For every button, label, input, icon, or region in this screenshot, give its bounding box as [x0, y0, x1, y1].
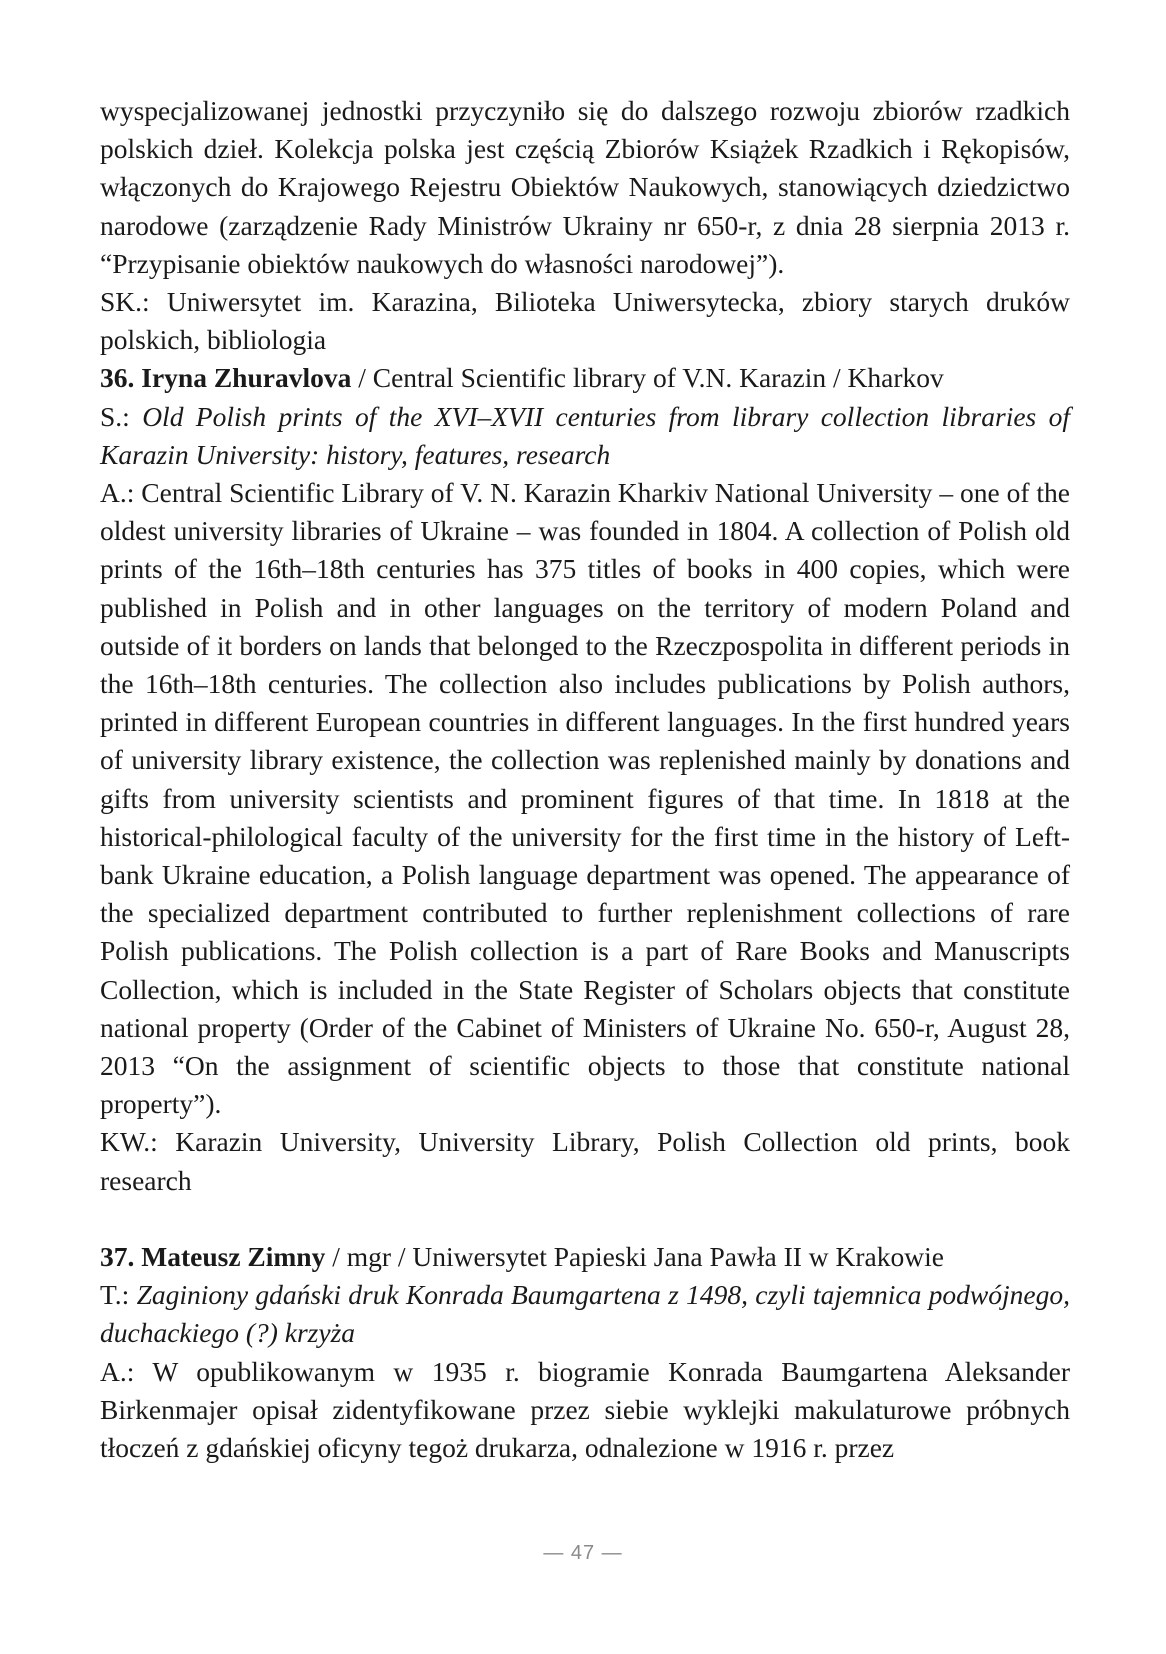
entry-37-author: 37. Mateusz Zimny	[100, 1240, 326, 1272]
page-number: — 47 —	[543, 1542, 623, 1564]
entry-37-abstract: A.: W opublikowanym w 1935 r. biogramie Konrada Baumgartena Aleksander Birkenmajer opisał zidentyfikowane przez siebie wyklejki makulaturowe próbnych tłoczeń z gdańskiej oficyny tegoż drukarza, odnalezione w 1916 r. przez	[100, 1355, 1070, 1463]
keywords-pl: SK.: Uniwersytet im. Karazina, Bilioteka Uniwersytecka, zbiory starych druków polskich, bibliologia	[100, 286, 1070, 356]
entry-36-subject-title: Old Polish prints of the XVI–XVII centuries from library collection libraries of Karazin University: history, features, research	[100, 400, 1071, 470]
entry-37-affiliation: / mgr / Uniwersytet Papieski Jana Pawła II w Krakowie	[325, 1240, 944, 1272]
entry-36-keywords: KW.: Karazin University, University Library, Polish Collection old prints, book research	[100, 1126, 1070, 1196]
abstract-continuation: wyspecjalizowanej jednostki przyczyniło się do dalszego rozwoju zbiorów rzadkich polskich dzieł. Kolekcja polska jest częścią Zbiorów Książek Rzadkich i Rękopisów, włączonych do Krajowego Rejestru Obiektów Naukowych, stanowiących dziedzictwo narodowe (zarządzenie Rady Ministrów Ukrainy nr 650-r, z dnia 28 sierpnia 2013 r. “Przypisanie obiektów naukowych do własności narodowej”).	[100, 95, 1070, 279]
page-body	[100, 92, 1070, 1467]
entry-36-heading	[100, 359, 1070, 397]
entry-37-title-prefix: T.:	[100, 1279, 137, 1311]
entry-36-author: 36. Iryna Zhuravlova	[100, 362, 352, 394]
entry-36-subject-prefix: S.:	[100, 400, 143, 432]
entry-separator	[100, 1200, 1070, 1238]
entry-37-title	[100, 1276, 1070, 1352]
entry-37-title-text: Zaginiony gdański druk Konrada Baumgartena z 1498, czyli tajemnica podwójnego, duchackiego (?) krzyża	[100, 1279, 1070, 1349]
entry-36-affiliation: / Central Scientific library of V.N. Karazin / Kharkov	[351, 362, 944, 394]
entry-37-heading	[100, 1238, 1070, 1276]
entry-36-abstract: A.: Central Scientific Library of V. N. Karazin Kharkiv National University – one of the oldest university libraries of Ukraine – was founded in 1804. A collection of Polish old prints of the 16th–18th centuries has 375 titles of books in 400 copies, which were published in Polish and in other languages on the territory of modern Poland and outside of it borders on lands that belonged to the Rzeczpospolita in different periods in the 16th–18th centuries. The collection also includes publications by Polish authors, printed in different European countries in different languages. In the first hundred years of university library existence, the collection was replenished mainly by donations and gifts from university scientists and prominent figures of that time. In 1818 at the historical-philological faculty of the university for the first time in the history of Left-bank Ukraine education, a Polish language department was opened. The appearance of the specialized department contributed to further replenishment collections of rare Polish publications. The Polish collection is a part of Rare Books and Manuscripts Collection, which is included in the State Register of Scholars objects that constitute national property (Order of the Cabinet of Ministers of Ukraine No. 650-r, August 28, 2013 “On the assignment of scientific objects to those that constitute national property”).	[100, 477, 1070, 1120]
entry-36-subject	[100, 398, 1070, 474]
